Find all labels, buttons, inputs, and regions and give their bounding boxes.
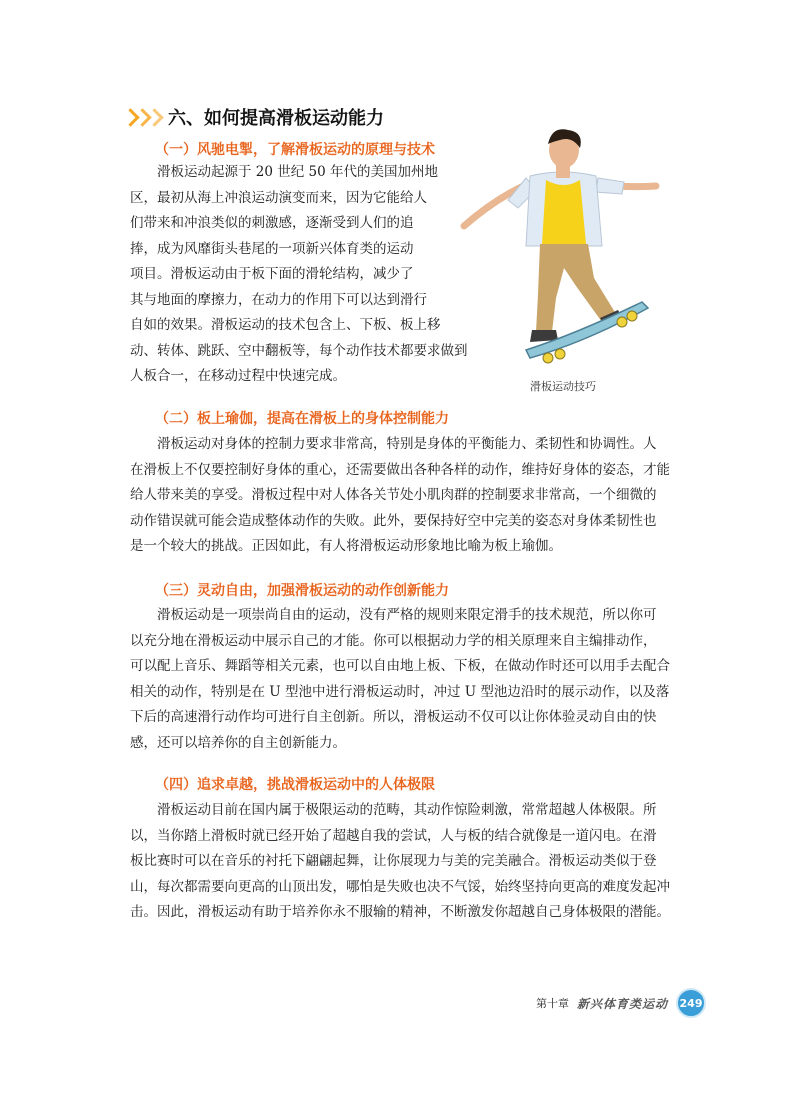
text-line: 在滑板上不仅要控制好身体的重心，还需要做出各种各样的动作，维持好身体的姿态，才能 <box>130 461 670 478</box>
text-line: 滑板运动对身体的控制力要求非常高，特别是身体的平衡能力、柔韧性和协调性。人 <box>157 436 657 452</box>
text-line: 区，最初从海上冲浪运动演变而来，因为它能给人 <box>130 189 427 206</box>
page-number: 249 <box>676 988 706 1018</box>
section-title: 六、如何提高滑板运动能力 <box>168 108 384 129</box>
skateboarder-photo <box>456 128 676 372</box>
subsection-3-heading: （三）灵动自由，加强滑板运动的动作创新能力 <box>155 583 449 599</box>
text-line: 其与地面的摩擦力，在动力的作用下可以达到滑行 <box>130 291 427 308</box>
text-line: 是一个较大的挑战。正因如此，有人将滑板运动形象地比喻为板上瑜伽。 <box>130 538 562 554</box>
text-line: 板比赛时可以在音乐的衬托下翩翩起舞，让你展现力与美的完美融合。滑板运动类似于登 <box>130 853 657 869</box>
text-line: 滑板运动目前在国内属于极限运动的范畴，其动作惊险刺激，常常超越人体极限。所 <box>157 802 657 818</box>
subsection-2-heading: （二）板上瑜伽，提高在滑板上的身体控制能力 <box>155 411 449 427</box>
page-footer <box>536 988 706 1018</box>
text-line: 以充分地在滑板运动中展示自己的才能。你可以根据动力学的相关原理来自主编排动作， <box>130 632 657 649</box>
text-line: 击。因此，滑板运动有助于培养你永不服输的精神，不断激发你超越自己身体极限的潜能。 <box>130 904 670 920</box>
text-line: 以，当你踏上滑板时就已经开始了超越自我的尝试，人与板的结合就像是一道闪电。在滑 <box>130 827 657 844</box>
subsection-1-body <box>130 160 476 390</box>
text-line: 山，每次都需要向更高的山顶出发，哪怕是失败也决不气馁，始终坚持向更高的难度发起冲 <box>130 878 670 895</box>
text-line: 自如的效果。滑板运动的技术包含上、下板、板上移 <box>130 317 441 333</box>
subsection-2-body <box>130 432 684 560</box>
subsection-1-heading: （一）风驰电掣，了解滑板运动的原理与技术 <box>155 142 435 158</box>
text-line: 给人带来美的享受。滑板过程中对人体各关节处小肌肉群的控制要求非常高，一个细微的 <box>130 487 657 503</box>
text-line: 们带来和冲浪类似的刺激感，逐渐受到人们的追 <box>130 215 414 231</box>
text-line: 滑板运动是一项崇尚自由的运动，没有严格的规则来限定滑手的技术规范，所以你可 <box>157 607 657 623</box>
section-heading <box>124 104 384 130</box>
text-line: 滑板运动起源于 20 世纪 50 年代的美国加州地 <box>157 164 439 180</box>
chevron-icon <box>124 111 160 124</box>
text-line: 捧，成为风靡街头巷尾的一项新兴体育类的运动 <box>130 240 414 257</box>
text-line: 可以配上音乐、舞蹈等相关元素，也可以自由地上板、下板，在做动作时还可以用手去配合 <box>130 658 670 674</box>
subsection-4-heading: （四）追求卓越，挑战滑板运动中的人体极限 <box>155 777 435 793</box>
text-line: 相关的动作，特别是在 U 型池中进行滑板运动时，冲过 U 型池边沿时的展示动作，以及落 <box>130 683 670 700</box>
text-line: 项目。滑板运动由于板下面的滑轮结构，减少了 <box>130 266 414 282</box>
figure-caption: 滑板运动技巧 <box>530 380 596 393</box>
text-line: 人板合一，在移动过程中快速完成。 <box>130 368 346 384</box>
text-line: 下后的高速滑行动作均可进行自主创新。所以，滑板运动不仅可以让你体验灵动自由的快 <box>130 709 657 725</box>
subsection-3-body <box>130 603 684 756</box>
chapter-title: 新兴体育类运动 <box>577 996 669 1011</box>
chapter-label: 第十章 <box>536 997 569 1010</box>
text-line: 动作错误就可能会造成整体动作的失败。此外，要保持好空中完美的姿态对身体柔韧性也 <box>130 512 657 529</box>
text-line: 动、转体、跳跃、空中翻板等，每个动作技术都要求做到 <box>130 342 468 359</box>
text-line: 感，还可以培养你的自主创新能力。 <box>130 734 346 751</box>
subsection-4-body <box>130 798 684 926</box>
